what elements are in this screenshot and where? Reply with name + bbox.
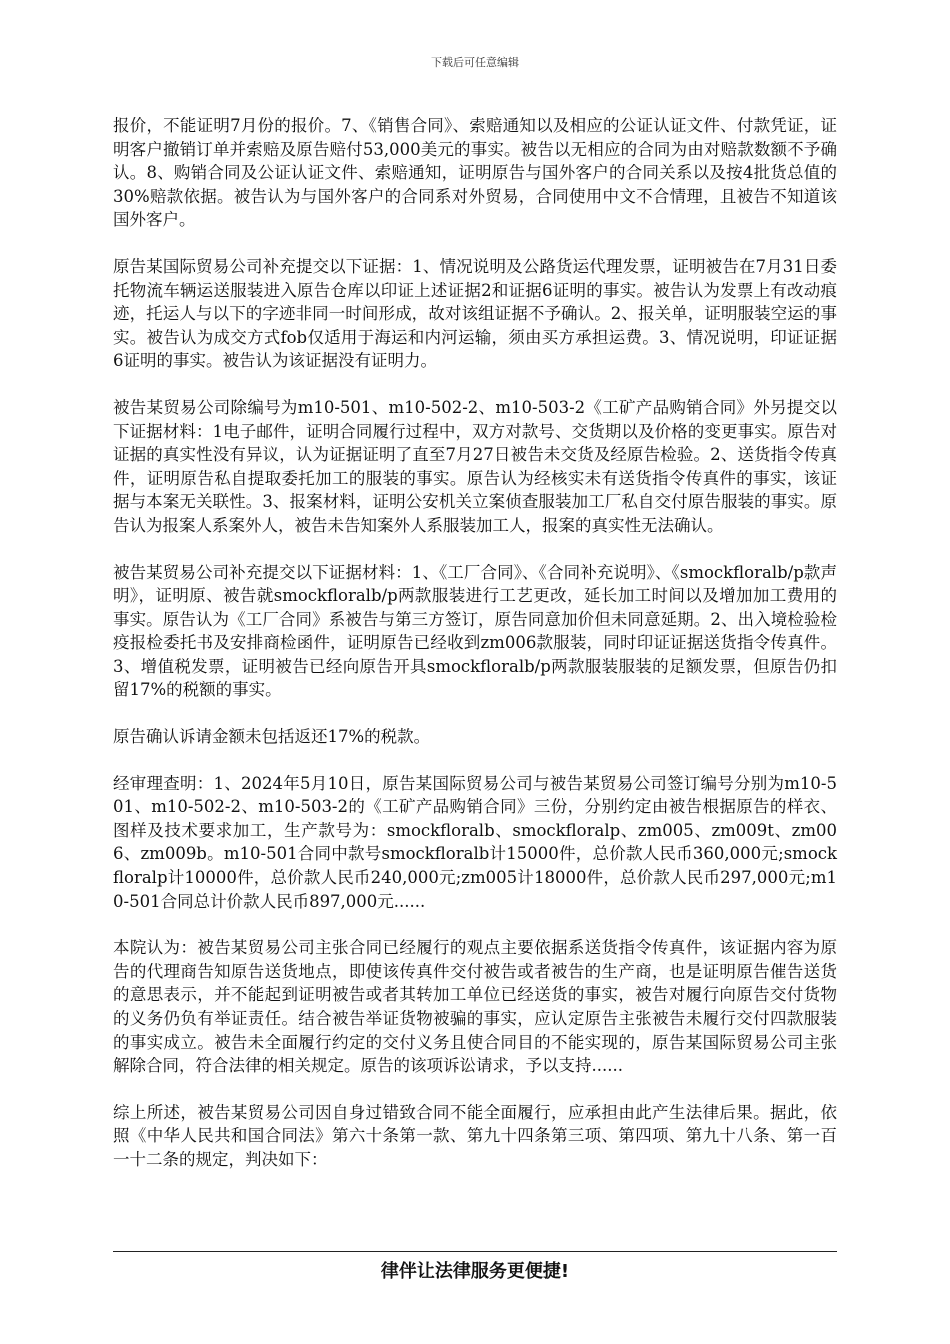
paragraph-defendant-evidence: 被告某贸易公司除编号为m10-501、m10-502-2、m10-503-2《工矿产品购销合同》外另提交以下证据材料：1电子邮件，证明合同履行过程中，双方对款号、交货期以及价格的变更事实。原告对证据的真实性没有异议，认为证据证明了直至7月27日被告未交货及经原告检验。2、送货指令传真件，证明原告私自提取委托加工的服装的事实。原告认为经核实未有送货指令传真件的事实，该证据与本案无关联性。3、报案材料，证明公安机关立案侦查服装加工厂私自交付原告服装的事实。原告认为报案人系案外人，被告未告知案外人系服装加工人，报案的真实性无法确认。 [113, 397, 837, 535]
paragraph-defendant-supplementary-evidence: 被告某贸易公司补充提交以下证据材料：1、《工厂合同》、《合同补充说明》、《smockfloralb/p款声明》，证明原、被告就smockfloralb/p两款服装进行工艺更改，延长加工时间以及增加加工费用的事实。原告认为《工厂合同》系被告与第三方签订，原告同意加价但未同意延期。2、出入境检验检疫报检委托书及安排商检函件，证明原告已经收到zm006款服装，同时印证证据送货指令传真件。3、增值税发票，证明被告已经向原告开具smockfloralb/p两款服装服装的足额发票，但原告仍扣留17%的税额的事实。 [113, 562, 837, 700]
paragraph-plaintiff-supplementary-evidence: 原告某国际贸易公司补充提交以下证据：1、情况说明及公路货运代理发票，证明被告在7月31日委托物流车辆运送服装进入原告仓库以印证上述证据2和证据6证明的事实。被告认为发票上有改动痕迹，托运人与以下的字迹非同一时间形成，故对该组证据不予确认。2、报关单，证明服装空运的事实。被告认为成交方式fob仅适用于海运和内河运输，须由买方承担运费。3、情况说明，印证证据6证明的事实。被告认为该证据没有证明力。 [113, 256, 837, 371]
paragraph-evidence-7-8: 报价，不能证明7月份的报价。7、《销售合同》、索赔通知以及相应的公证认证文件、付款凭证，证明客户撤销订单并索赔及原告赔付53,000美元的事实。被告以无相应的合同为由对赔款数额不予确认。8、购销合同及公证认证文件、索赔通知，证明原告与国外客户的合同关系以及按4批货总值的30%赔款依据。被告认为与国外客户的合同系对外贸易，合同使用中文不合情理，且被告不知道该国外客户。 [113, 116, 837, 230]
footer-slogan: 律伴让法律服务更便捷! [380, 1261, 570, 1282]
paragraph-court-opinion: 本院认为：被告某贸易公司主张合同已经履行的观点主要依据系送货指令传真件，该证据内容为原告的代理商告知原告送货地点，即使该传真件交付被告或者被告的生产商，也是证明原告催告送货的意思表示，并不能起到证明被告或者其转加工单位已经送货的事实，被告对履行向原告交付货物的义务仍负有举证责任。结合被告举证货物被骗的事实，应认定原告主张被告未履行交付四款服装的事实成立。被告未全面履行约定的交付义务且使合同目的不能实现的，原告某国际贸易公司主张解除合同，符合法律的相关规定。原告的该项诉讼请求，予以支持...... [113, 938, 837, 1076]
paragraph-findings-of-fact: 经审理查明：1、2024年5月10日，原告某国际贸易公司与被告某贸易公司签订编号分别为m10-501、m10-502-2、m10-503-2的《工矿产品购销合同》三份，分别约定由被告根据原告的样衣、图样及技术要求加工，生产款号为：smockfloralb、smockfloralp、zm005、zm009t、zm006、zm009b。m10-501合同中款号smockfloralb计15000件，总价款人民币360,000元;smockfloralp计10000件，总价款人民币240,000元;zm005计18000件，总价款人民币297,000元;m10-501合同总计价款人民币897,000元...... [113, 773, 837, 911]
page-header: 下载后可任意编辑 [431, 56, 519, 69]
document-body [113, 114, 837, 1195]
footer-divider [113, 1251, 837, 1252]
paragraph-conclusion: 综上所述，被告某贸易公司因自身过错致合同不能全面履行，应承担由此产生法律后果。据此，依照《中华人民共和国合同法》第六十条第一款、第九十四条第三项、第四项、第九十八条、第一百一十二条的规定，判决如下： [113, 1102, 837, 1169]
paragraph-plaintiff-confirmation: 原告确认诉请金额未包括返还17%的税款。 [113, 727, 431, 747]
